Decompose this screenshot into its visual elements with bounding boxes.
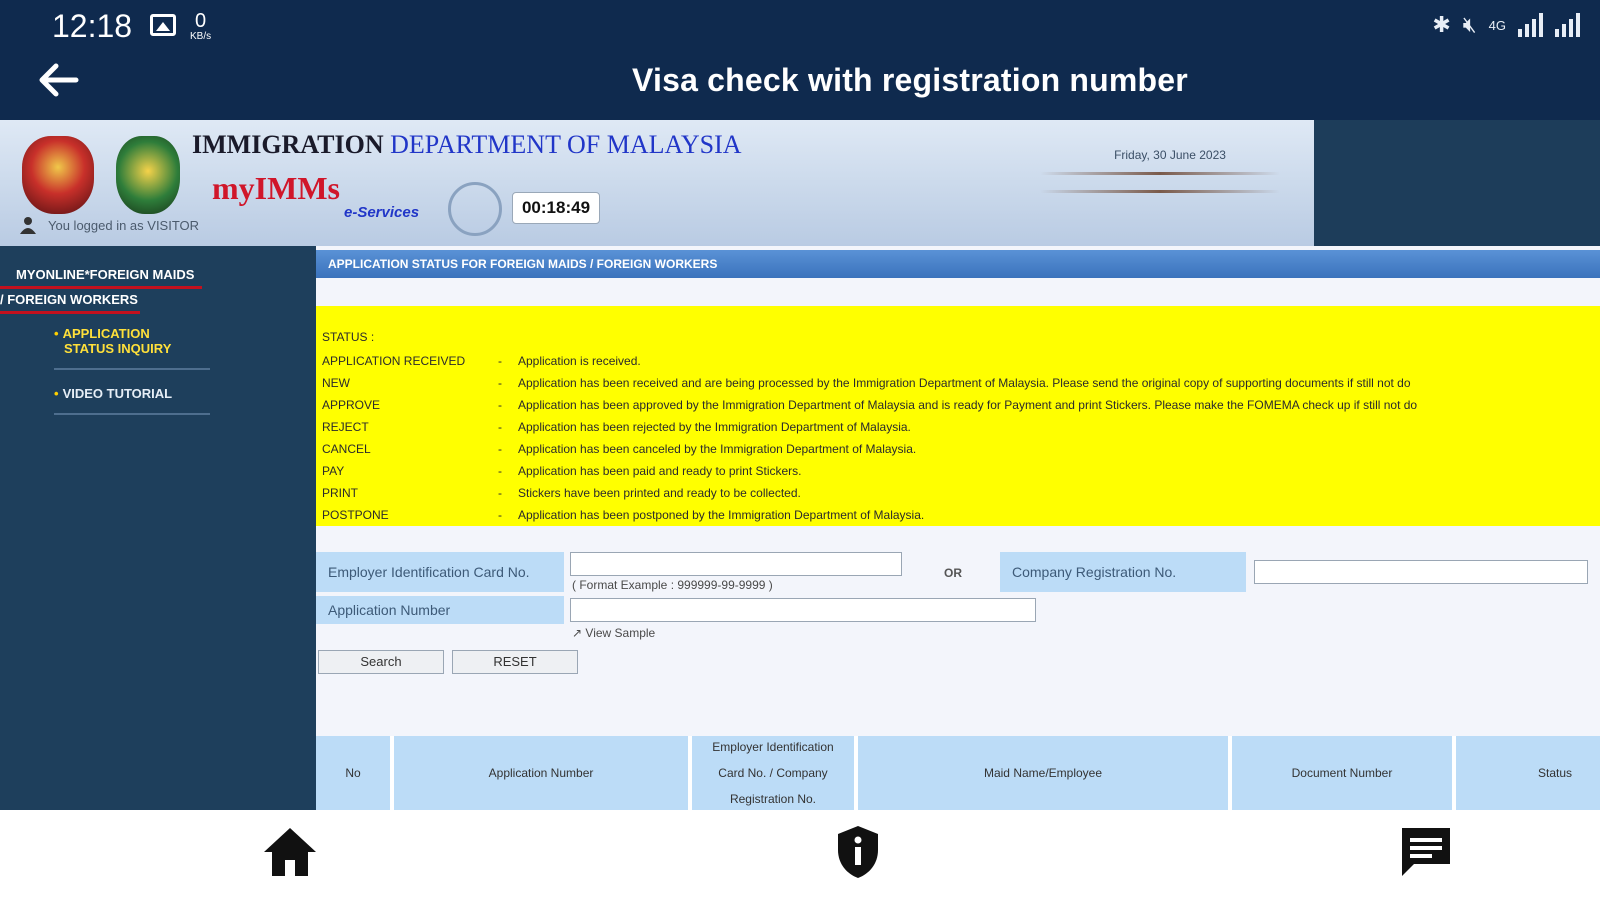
status-row: CANCEL - Application has been canceled by the Immigration Department of Malaysia. [322,442,917,456]
employer-id-input[interactable] [570,552,902,576]
bullet-icon: • [54,326,59,341]
status-row: APPLICATION RECEIVED - Application is received. [322,354,641,368]
bullet-icon: • [54,386,59,401]
department-title [192,130,742,160]
reset-button[interactable]: RESET [452,650,578,674]
sidebar-item-label: VIDEO TUTORIAL [62,386,173,401]
malaysia-crest-icon [22,136,94,214]
view-sample-link[interactable] [572,626,655,640]
company-reg-label: Company Registration No. [1000,552,1246,592]
search-button[interactable]: Search [318,650,444,674]
view-sample-label: View Sample [585,626,656,640]
column-header-maid-name: Maid Name/Employee [858,736,1228,810]
sidebar-item-application-status[interactable] [54,326,210,370]
application-number-label: Application Number [316,596,564,624]
results-table-header [316,736,1600,810]
column-header-status: Status [1456,736,1600,810]
status-label: STATUS : [322,330,375,344]
home-icon[interactable] [258,820,322,884]
clock-ring [448,182,502,236]
sidebar-item-video-tutorial[interactable] [54,386,210,415]
webview [0,120,1600,810]
immigration-crest-icon [116,136,180,214]
pointer-icon: ↗︎ [572,626,583,640]
sidebar-item-label: APPLICATION [62,326,150,341]
bottom-navigation [0,810,1600,900]
eservices-text: e-Services [344,204,420,221]
status-row: PAY - Application has been paid and ready to print Stickers. [322,464,802,478]
user-icon [18,216,38,234]
status-right-icons [1432,12,1580,38]
sidebar-heading [0,264,202,314]
status-legend [316,306,1600,526]
sidebar-heading-line1: MYONLINE*FOREIGN MAIDS [0,264,202,289]
status-time: 12:18 [52,8,133,44]
application-number-input[interactable] [570,598,1036,622]
column-header-employer-id: Employer Identification Card No. / Company Registration No. [692,736,854,810]
brand-logo-text: myIMMs [212,170,340,206]
mute-icon: 🔇︎ [1462,12,1477,37]
speed-value: 0 [195,10,207,32]
status-row: REJECT - Application has been rejected by the Immigration Department of Malaysia. [322,420,911,434]
employer-id-label: Employer Identification Card No. [316,552,564,592]
employer-id-format-hint: ( Format Example : 999999-99-9999 ) [572,578,773,592]
speed-unit: KB/s [190,31,212,42]
main-content [316,246,1600,810]
decor-line [1040,190,1280,193]
site-banner [0,120,1314,246]
company-reg-input[interactable] [1254,560,1588,584]
signal-icon-2 [1555,13,1580,37]
status-row: APPROVE - Application has been approved by the Immigration Department of Malaysia and is ready for Payment and print Stickers. Please make the FOMEMA check up if still not do [322,398,1418,412]
network-type: 4G [1488,17,1506,33]
title-dark: IMMIGRATION [192,130,384,159]
status-row: NEW - Application has been received and are being processed by the Immigration Department of Malaysia. Please send the original copy of supporting documents if still not do [322,376,1411,390]
page-title: Visa check with registration number [632,62,1188,98]
image-icon [150,14,176,36]
info-shield-icon[interactable] [826,820,890,884]
or-text: OR [944,566,962,580]
app-top-bar [0,0,1600,120]
network-speed [190,10,211,42]
sidebar-item-label: STATUS INQUIRY [64,341,172,356]
content-heading: APPLICATION STATUS FOR FOREIGN MAIDS / FOREIGN WORKERS [316,250,1600,278]
site-sidebar [0,246,312,810]
bluetooth-icon: ✱ [1432,12,1451,37]
column-header-application-number: Application Number [394,736,688,810]
status-row: PRINT - Stickers have been printed and ready to be collected. [322,486,801,500]
column-header-no: No [316,736,390,810]
title-blue: DEPARTMENT OF MALAYSIA [390,130,742,159]
status-row: POSTPONE - Application has been postponed by the Immigration Department of Malaysia. [322,508,925,522]
sidebar-heading-line2: / FOREIGN WORKERS [0,289,140,314]
decor-line [1040,172,1280,175]
banner-filler [1314,120,1600,246]
banner-date: Friday, 30 June 2023 [1114,148,1226,162]
chat-icon[interactable] [1394,820,1458,884]
status-left-icons [150,10,211,42]
signal-icon [1518,13,1543,37]
column-header-document-number: Document Number [1232,736,1452,810]
session-clock: 00:18:49 [512,192,600,224]
visitor-text: You logged in as VISITOR [48,218,200,233]
